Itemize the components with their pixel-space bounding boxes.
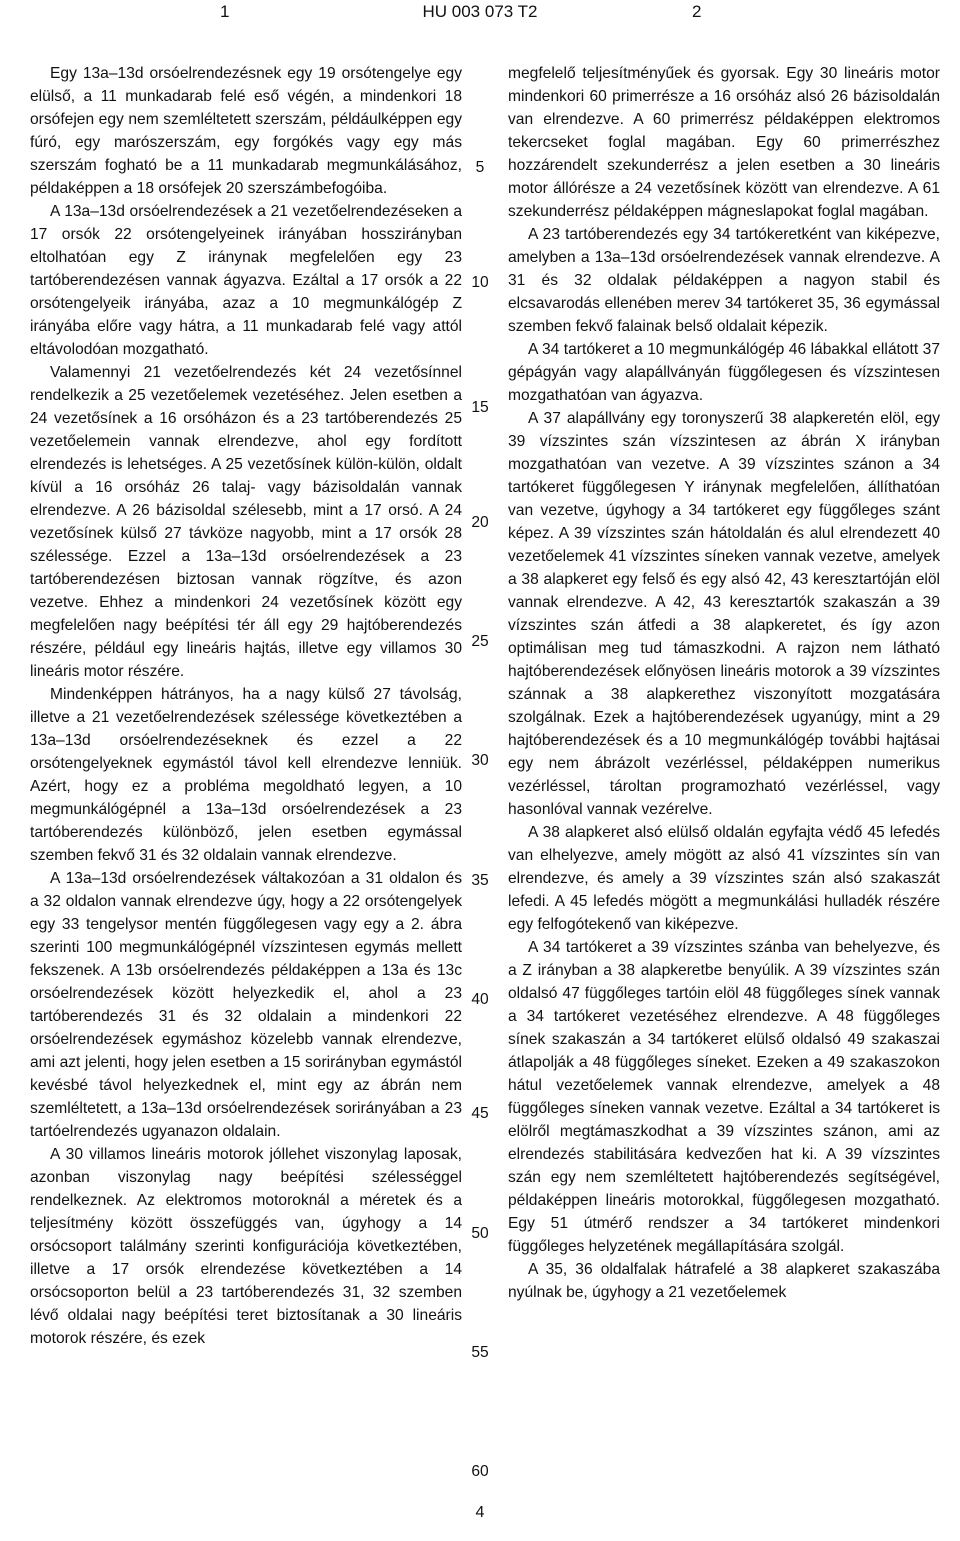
left-text-column <box>30 62 462 1350</box>
page-footer-number: 4 <box>475 1504 485 1521</box>
line-number: 55 <box>471 1344 489 1361</box>
paragraph: A 23 tartóberendezés egy 34 tartókeretként van kiképezve, amelyben a 13a–13d orsóelrendezések vannak elrendezve. A 31 és 32 oldalak példaképpen a nagyon stabil és elcsavarodás ellenében merev 34 tartókeret 35, 36 egymással szemben fekvő falainak belső oldalait képezik. <box>508 226 940 335</box>
line-number: 60 <box>471 1463 489 1480</box>
line-number: 30 <box>471 752 489 769</box>
document-id: HU 003 073 T2 <box>422 2 538 21</box>
line-number: 5 <box>475 159 485 176</box>
paragraph: A 13a–13d orsóelrendezések a 21 vezetőelrendezéseken a 17 orsók 22 orsótengelyeinek irányában hosszirányban eltolhatóan egy Z iránynak megfelelően egy 23 tartóberendezésen vannak ágyazva. Ezáltal a 17 orsók a 22 orsótengelyeik irányába, azaz a 10 megmunkálógép Z irányába előre vagy hátra, a 11 munkadarab felé vagy attól eltávolodóan mozgatható. <box>30 203 462 358</box>
paragraph: Mindenképpen hátrányos, ha a nagy külső 27 távolság, illetve a 21 vezetőelrendezések szélessége következtében a 13a–13d orsóelrendezéseknek és ezzel a 22 orsótengelyeknek egymástól távol kell elrendezve lenniük. Azért, hogy ez a probléma megoldható legyen, a 10 megmunkálógépnél a 13a–13d orsóelrendezések a 23 tartóberendezés különböző, jelen esetben egymással szemben fekvő 31 és 32 oldalain vannak elrendezve. <box>30 686 462 864</box>
paragraph: A 34 tartókeret a 10 megmunkálógép 46 lábakkal ellátott 37 gépágyán vagy alapállványán függőlegesen és vízszintesen mozgathatóan van ágyazva. <box>508 341 940 404</box>
line-number: 20 <box>471 514 489 531</box>
line-number: 35 <box>471 872 489 889</box>
paragraph: A 30 villamos lineáris motorok jóllehet viszonylag laposak, azonban viszonylag nagy beépítési szélességgel rendelkeznek. Az elektromos motoroknál a méretek és a teljesítmény között összefüggés van, úgyhogy a 14 orsócsoport találmány szerinti konfigurációja következtében, illetve a 17 orsók elrendezése következtében a 14 orsócsoporton belül a 23 tartóberendezés 31, 32 szemben lévő oldalai nagy beépítési teret biztosítanak a 30 lineáris motorok részére, és ezek <box>30 1146 462 1347</box>
line-number: 50 <box>471 1225 489 1242</box>
paragraph: Egy 13a–13d orsóelrendezésnek egy 19 orsótengelye egy elülső, a 11 munkadarab felé eső végén, a mindenkori 18 orsófejen egy nem szemléltetett szerszám, példáulképpen egy fúró, egy marószerszám, egy forgókés vagy egy más szerszám fogható be a 11 munkadarab megmunkálásához, példaképpen a 18 orsófejek 20 szerszámbefogóiba. <box>30 65 462 197</box>
line-number: 10 <box>471 274 489 291</box>
page-header <box>0 0 960 30</box>
paragraph: A 38 alapkeret alsó elülső oldalán egyfajta védő 45 lefedés van elhelyezve, amely mögött az alsó 41 vízszintes sín van elrendezve, és amely a 39 vízszintes szán alsó szakaszát lefedi. A 45 lefedés mögött a megmunkálási hulladék részére egy felfogótekenő van kiképezve. <box>508 824 940 933</box>
line-number: 15 <box>471 399 489 416</box>
left-page-number: 1 <box>220 2 230 21</box>
paragraph: Valamennyi 21 vezetőelrendezés két 24 vezetősínnel rendelkezik a 25 vezetőelemek vezetéséhez. Jelen esetben a 24 vezetősínek a 16 orsóházon és a 23 tartóberendezés 25 vezetőelemein vannak elrendezve, ahol egy fordított elrendezés is lehetséges. A 25 vezetősínek külön-külön, oldalt kívül a 16 orsóház 26 talaj- vagy bázisoldalán vannak elrendezve. A 26 bázisoldal szélesebb, mint a 17 orsó. A 24 vezetősínek külső 27 távköze nagyobb, mint a 17 orsók 28 szélessége. Ezzel a 13a–13d orsóelrendezések a 23 tartóberendezésen biztosan vannak rögzítve, és azon vezetve. Ehhez a mindenkori 24 vezetősínek között egy megfelelően nagy beépítési tér áll egy 29 hajtóberendezés részére, például egy lineáris hajtás, illetve egy villamos 30 lineáris motor részére. <box>30 364 462 680</box>
paragraph: A 37 alapállvány egy toronyszerű 38 alapkeretén elöl, egy 39 vízszintes szán vízszintesen az ábrán X irányban mozgathatóan van vezetve. A 39 vízszintes szánon a 34 tartókeret függőlegesen Y iránynak megfelelően, állíthatóan van vezetve, úgyhogy a 34 tartókeret egy függőleges szánt képez. A 39 vízszintes szán hátoldalán és alul elrendezett 40 vezetőelemek 41 vízszintes síneken vannak vezetve, amelyek a 38 alapkeret egy felső és egy alsó 42, 43 keresztartóján elöl vannak elrendezve. A 42, 43 keresztartók szakaszán a 39 vízszintes szán átfedi a 38 alapkeretet, és így azon optimálisan meg tud támaszkodni. A rajzon nem látható hajtóberendezések előnyösen lineáris motorok a 39 vízszintes szánnak a 38 alapkerethez viszonyított mozgatására szolgálnak. Ezek a hajtóberendezések ugyanúgy, mint a 29 hajtóberendezések és a 10 megmunkálógép további hajtásai egy nem ábrázolt vezérléssel, példaképpen numerikus vezérléssel, tároltan programozható vezérléssel, vagy hasonlóval vannak vezérelve. <box>508 410 940 818</box>
line-number: 45 <box>471 1105 489 1122</box>
paragraph: A 13a–13d orsóelrendezések váltakozóan a 31 oldalon és a 32 oldalon vannak elrendezve úgy, hogy a 22 orsótengelyek egy 33 tengelysor mentén függőlegesen vagy egy a 2. ábra szerinti 100 megmunkálógépnél vízszintesen egymás mellett fekszenek. A 13b orsóelrendezés példaképpen a 13a és 13c orsóelrendezések között helyezkedik el, ahol a 23 tartóberendezés 31 és 32 oldalain a mindenkori 22 orsóelrendezések egymáshoz közelebb vannak elrendezve, ami azt jelenti, hogy jelen esetben a 15 sorirányban egymástól kevésbé távol helyezkednek el, mint egy az ábrán nem szemléltetett, a 13a–13d orsóelrendezések sorirányában a 23 tartóelrendezés ugyanazon oldalain. <box>30 870 462 1140</box>
paragraph: megfelelő teljesítményűek és gyorsak. Egy 30 lineáris motor mindenkori 60 primerrésze a 16 orsóház alsó 26 bázisoldalán van elrendezve. A 60 primerrész példaképpen elektromos tekercseket foglal magában. Egy 60 primerrészhez hozzárendelt szekunderrész a jelen esetben a 30 lineáris motor állórésze a 24 vezetősínek között van elrendezve. A 61 szekunderrész példaképpen mágneslapokat foglal magában. <box>508 65 940 220</box>
line-number: 25 <box>471 633 489 650</box>
paragraph: A 35, 36 oldalfalak hátrafelé a 38 alapkeret szakaszába nyúlnak be, úgyhogy a 21 vezetőelemek <box>508 1261 940 1301</box>
right-text-column <box>508 62 940 1304</box>
right-page-number: 2 <box>692 2 702 21</box>
paragraph: A 34 tartókeret a 39 vízszintes szánba van behelyezve, és a Z irányban a 38 alapkeretbe benyúlik. A 39 vízszintes szán oldalsó 47 függőleges tartóin elöl 48 függőleges sínek vannak a 34 tartókeret vezetéséhez elrendezve. A 48 függőleges sínek szakaszán a 34 tartókeret elülső oldalsó 49 szakaszai átlapolják a 48 függőleges síneket. Ezeken a 49 szakaszokon hátul vezetőelemek vannak elrendezve, amelyek a 48 függőleges síneken vannak vezetve. Ezáltal a 34 tartókeret is elölről megtámaszkodhat a 39 vízszintes szánon, ami az elrendezés stabilitására kedvezően hat ki. A 39 vízszintes szán egy nem szemléltetett hajtóberendezés segítségével, példaképpen lineáris motorokkal, függőlegesen mozgatható. Egy 51 útmérő rendszer a 34 tartókeret mindenkori függőleges helyzetének megállapítására szolgál. <box>508 939 940 1255</box>
line-number: 40 <box>471 991 489 1008</box>
